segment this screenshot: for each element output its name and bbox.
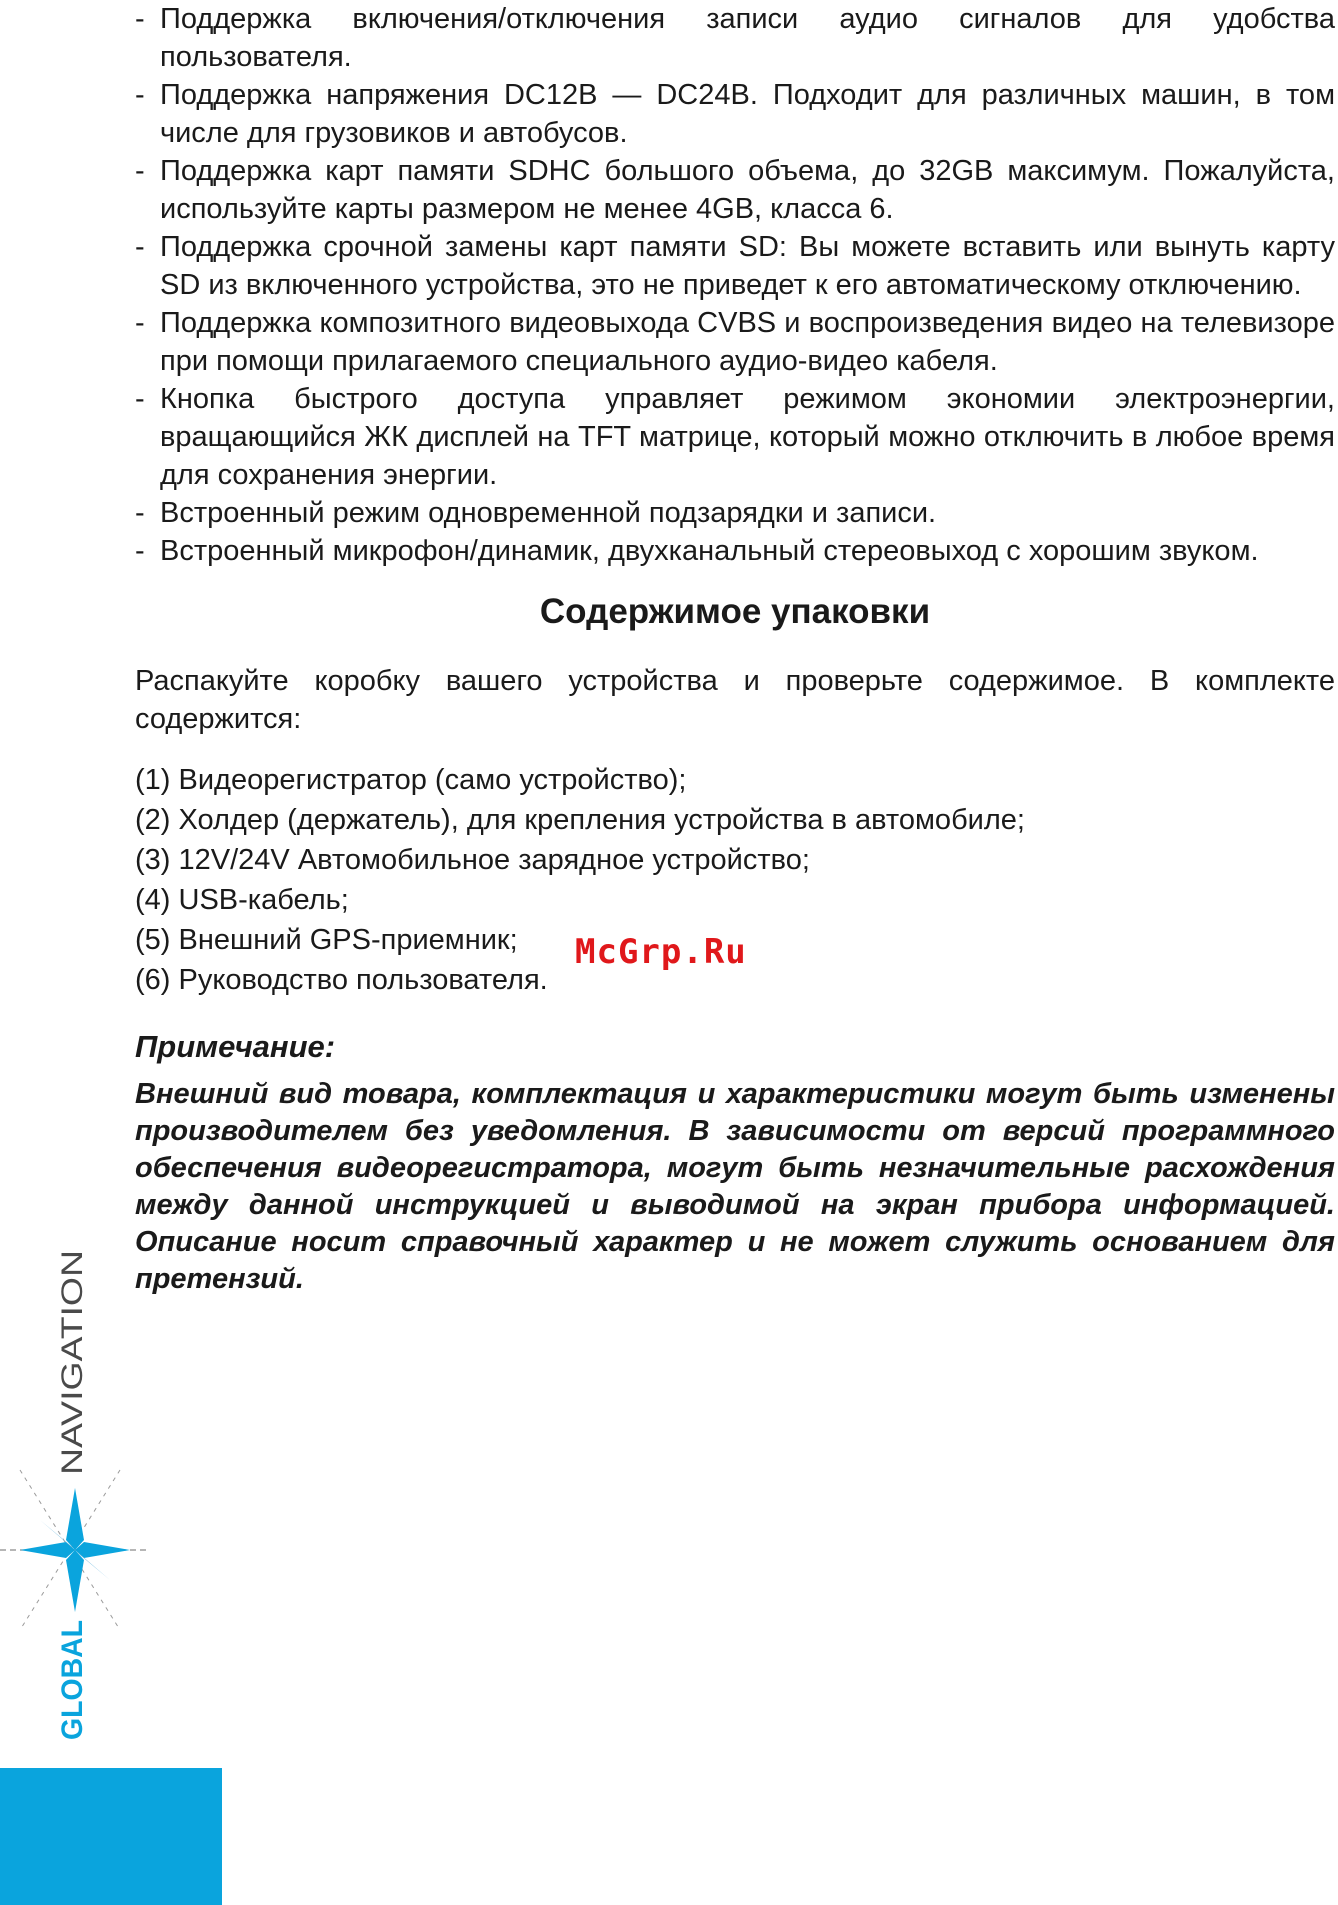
note-text: Внешний вид товара, комплектация и характеристики могут быть изменены производителем без уведомления. В зависимости от версий программного обеспечения видеорегистратора, могут быть незначительные расхождения между данной инструкцией и выводимой на экран прибора информацией. Описание носит справочный характер и не может служить основанием для претензий. [135,1078,1335,1295]
section-title: Содержимое упаковки [539,592,931,631]
feature-item: - Поддержка композитного видеовыхода CVBS и воспроизведения видео на телевизоре при помощи прилагаемого специального аудио-видео кабеля. [135,304,1335,380]
package-item: (6) Руководство пользователя. [135,964,548,996]
features-list [135,0,1335,570]
feature-item: - Поддержка срочной замены карт памяти SD: Вы можете вставить или вынуть карту SD из включенного устройства, это не приведет к его автоматическому отключению. [135,228,1335,304]
feature-item: - Встроенный режим одновременной подзарядки и записи. [135,494,1335,532]
package-item: (4) USB-кабель; [135,884,349,916]
watermark: McGrp.Ru [575,932,747,972]
global-navigation-logo [0,1240,150,1760]
compass-star-icon [20,1488,130,1612]
package-item: (2) Холдер (держатель), для крепления устройства в автомобиле; [135,804,1025,836]
feature-item: - Поддержка включения/отключения записи аудио сигналов для удобства пользователя. [135,0,1335,76]
page-content [135,0,1335,1298]
package-intro: Распакуйте коробку вашего устройства и проверьте содержимое. В комплекте содержится: [135,665,1335,735]
package-item: (3) 12V/24V Автомобильное зарядное устройство; [135,844,810,876]
feature-item: - Кнопка быстрого доступа управляет режимом экономии электроэнергии, вращающийся ЖК дисплей на TFT матрице, который можно отключить в любое время для сохранения энергии. [135,380,1335,494]
feature-item: - Встроенный микрофон/динамик, двухканальный стереовыход с хорошим звуком. [135,532,1335,570]
brand-word-navigation: NAVIGATION [56,1294,89,1475]
package-item: (5) Внешний GPS-приемник; [135,924,518,956]
brand-color-block [0,1768,222,1905]
package-item: (1) Видеорегистратор (само устройство); [135,764,687,796]
note-heading: Примечание: [135,1029,336,1064]
brand-word-global: GLOBAL [56,1613,89,1740]
feature-item: - Поддержка карт памяти SDHC большого объема, до 32GB максимум. Пожалуйста, используйте карты размером не менее 4GB, класса 6. [135,152,1335,228]
feature-item: - Поддержка напряжения DC12В — DC24В. Подходит для различных машин, в том числе для грузовиков и автобусов. [135,76,1335,152]
